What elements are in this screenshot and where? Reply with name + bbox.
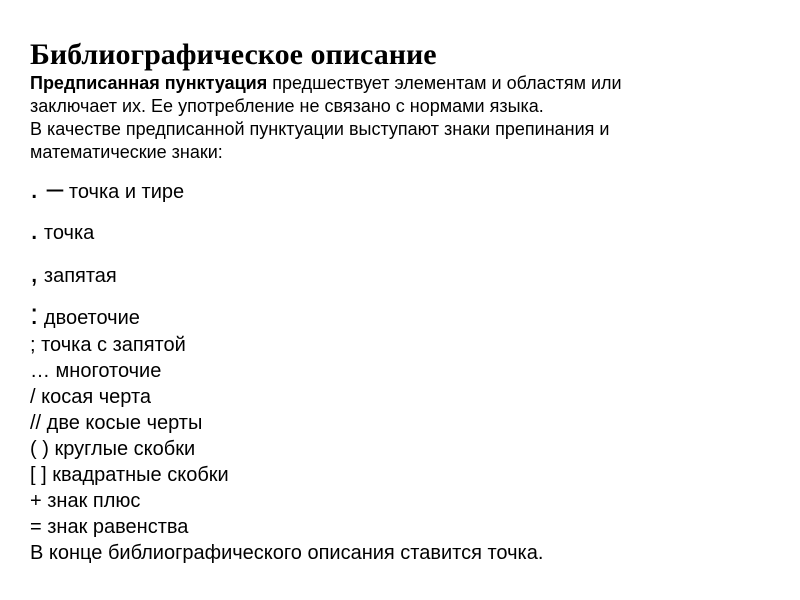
- symbol: ;: [30, 334, 36, 356]
- label: квадратные скобки: [46, 464, 229, 486]
- label: многоточие: [50, 360, 162, 382]
- list-item-colon: [30, 294, 770, 336]
- symbol: /: [30, 386, 36, 408]
- label: двоеточие: [38, 307, 140, 329]
- symbol: .: [30, 213, 39, 246]
- punctuation-list: [30, 170, 770, 540]
- symbol: :: [30, 298, 39, 331]
- label: точка: [38, 222, 95, 244]
- intro-line-1: [30, 73, 622, 93]
- list-item-double-slash: [30, 410, 770, 436]
- symbol: …: [30, 360, 50, 382]
- intro-bold-term: Предписанная пунктуация: [30, 73, 268, 93]
- list-item-semicolon: [30, 332, 770, 358]
- slide: [30, 38, 770, 566]
- list-item-ellipsis: [30, 358, 770, 384]
- intro-paragraph: [30, 72, 770, 164]
- slide-title: Библиографическое описание: [30, 38, 437, 71]
- symbol: =: [30, 516, 42, 538]
- list-item-slash: [30, 384, 770, 410]
- list-item-dot-dash: [30, 170, 770, 208]
- symbol: ,: [30, 256, 39, 289]
- label: знак равенства: [41, 516, 189, 538]
- label: точка с запятой: [35, 334, 186, 356]
- intro-line-2: заключает их. Ее употребление не связано с нормами языка.: [30, 96, 544, 116]
- list-item-dot: [30, 208, 770, 252]
- symbol: +: [30, 490, 42, 512]
- symbol: ( ): [30, 438, 49, 460]
- intro-line-4: математические знаки:: [30, 142, 223, 162]
- list-item-comma: [30, 252, 770, 294]
- label: точка и тире: [63, 181, 185, 203]
- label: две косые черты: [41, 412, 203, 434]
- list-item-plus: [30, 488, 770, 514]
- closing-sentence: В конце библиографического описания ставится точка.: [30, 542, 544, 564]
- label: косая черта: [35, 386, 152, 408]
- intro-line-1-rest: предшествует элементам и областям или: [267, 73, 622, 93]
- list-item-square-brackets: [30, 462, 770, 488]
- symbol: //: [30, 412, 42, 434]
- label: запятая: [38, 265, 117, 287]
- intro-line-3: В качестве предписанной пунктуации выступают знаки препинания и: [30, 119, 610, 139]
- label: знак плюс: [41, 490, 141, 512]
- list-item-equals: [30, 514, 770, 540]
- symbol: . –: [30, 172, 64, 205]
- label: круглые скобки: [48, 438, 196, 460]
- list-item-parentheses: [30, 436, 770, 462]
- symbol: [ ]: [30, 464, 47, 486]
